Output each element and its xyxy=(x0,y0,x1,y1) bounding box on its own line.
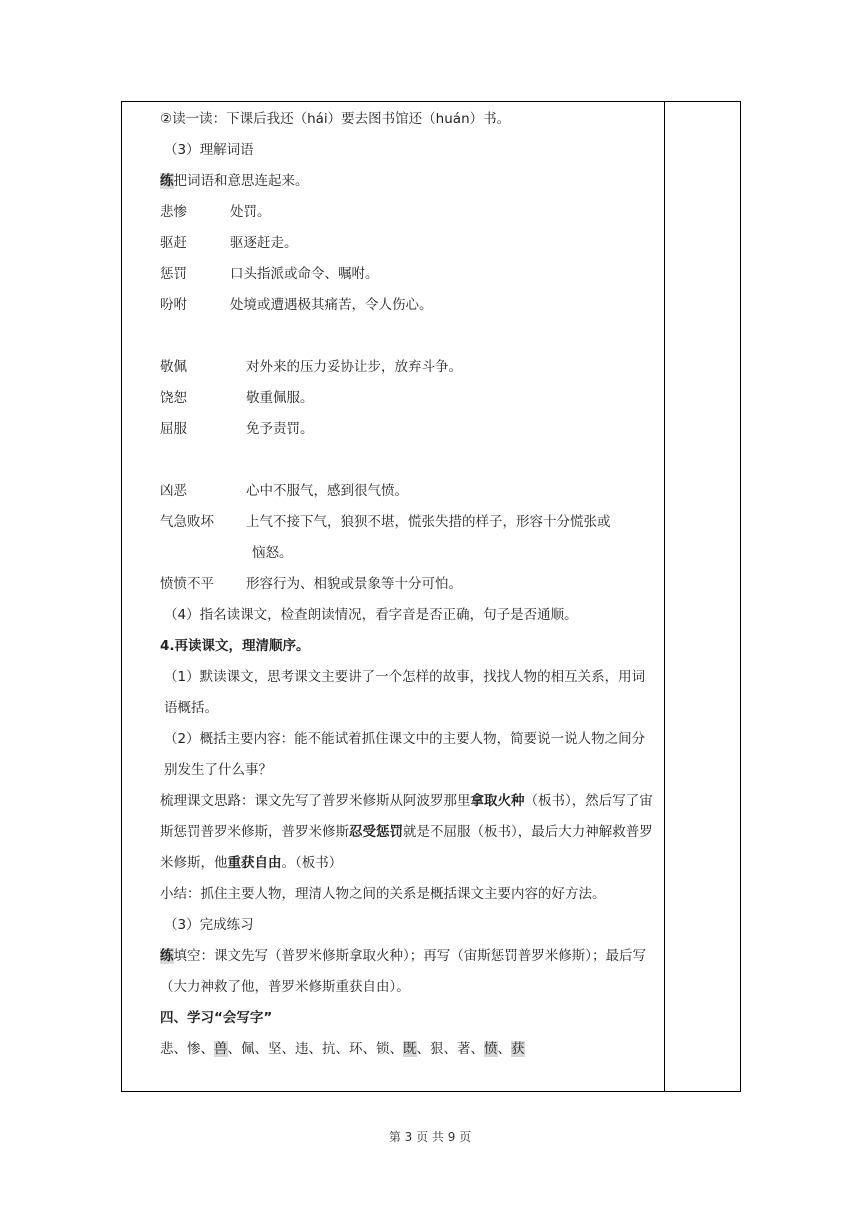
practice-line-1 xyxy=(160,166,658,197)
paragraph-5: （3）完成练习 xyxy=(164,917,254,933)
char-separator: 、 xyxy=(389,1041,403,1057)
writing-char: 抗 xyxy=(322,1041,336,1057)
word-row xyxy=(160,290,658,321)
writing-char: 悲 xyxy=(160,1041,174,1057)
char-separator: 、 xyxy=(362,1041,376,1057)
paragraph-1: （1）默读课文，思考课文主要讲了一个怎样的故事，找找人物的相互关系，用词语概括。 xyxy=(164,669,646,716)
writing-char: 兽 xyxy=(214,1041,228,1057)
word-row xyxy=(160,507,658,538)
word-meaning: 驱逐赶走。 xyxy=(230,235,298,251)
word-term: 饶恕 xyxy=(160,390,187,406)
word-term: 凶恶 xyxy=(160,483,187,499)
word-row xyxy=(160,228,658,259)
word-row xyxy=(160,259,658,290)
p3-text-c: （板书），然后写了宙斯惩罚普罗米修斯，普罗米修斯 xyxy=(160,793,653,840)
word-term: 愤愤不平 xyxy=(160,576,214,592)
p3-text-e: 就是不屈服（板书），最后大力神解救普罗米修斯，他 xyxy=(160,824,653,871)
read-check: （4）指名读课文，检查朗读情况，看字音是否正确，句子是否通顺。 xyxy=(164,607,578,623)
char-separator: 、 xyxy=(227,1041,241,1057)
char-separator: 、 xyxy=(497,1041,511,1057)
p3-text-a: 梳理课文思路：课文先写了普罗米修斯从阿波罗那里 xyxy=(160,793,471,809)
table-column-divider xyxy=(664,101,665,1092)
char-separator: 、 xyxy=(416,1041,430,1057)
word-meaning: 敬重佩服。 xyxy=(246,390,314,406)
understand-heading: （3）理解词语 xyxy=(164,142,254,158)
practice-line-2 xyxy=(160,941,658,1003)
word-term: 吩咐 xyxy=(160,297,187,313)
word-meaning: 对外来的压力妥协让步，放弃斗争。 xyxy=(246,359,462,375)
p3-bold-f: 重获自由 xyxy=(227,855,282,871)
writing-char: 违 xyxy=(295,1041,309,1057)
word-row-continued xyxy=(160,538,658,569)
char-separator: 、 xyxy=(254,1041,268,1057)
section-four-title: 四、学习“会写字” xyxy=(160,1010,273,1026)
word-row xyxy=(160,352,658,383)
char-separator: 、 xyxy=(308,1041,322,1057)
writing-char: 佩 xyxy=(241,1041,255,1057)
writing-char: 坚 xyxy=(268,1041,282,1057)
word-meaning: 心中不服气，感到很气愤。 xyxy=(246,483,408,499)
word-meaning: 口头指派或命令、嘱咐。 xyxy=(230,266,379,282)
p3-bold-b: 拿取火种 xyxy=(470,793,525,809)
writing-char: 锁 xyxy=(376,1041,390,1057)
word-term: 驱赶 xyxy=(160,235,187,251)
word-term: 气急败坏 xyxy=(160,514,214,530)
char-separator: 、 xyxy=(281,1041,295,1057)
practice-text: 填空：课文先写（普罗米修斯拿取火种）；再写（宙斯惩罚普罗米修斯）；最后写（大力神救了他，普罗米修斯重获自由）。 xyxy=(160,948,646,995)
word-meaning: 处罚。 xyxy=(230,204,271,220)
section-4-title: 4.再读课文，理清顺序。 xyxy=(160,638,310,654)
writing-char: 环 xyxy=(349,1041,363,1057)
paragraph-3 xyxy=(160,786,658,879)
char-separator: 、 xyxy=(200,1041,214,1057)
practice-badge: 练 xyxy=(160,173,174,189)
p3-text-g: 。（板书） xyxy=(281,855,343,871)
writing-char: 获 xyxy=(511,1041,525,1057)
char-separator: 、 xyxy=(335,1041,349,1057)
word-row xyxy=(160,476,658,507)
page-number: 第 3 页 共 9 页 xyxy=(388,1130,472,1144)
word-meaning: 处境或遭遇极其痛苦，令人伤心。 xyxy=(230,297,433,313)
word-meaning: 恼怒。 xyxy=(252,545,293,561)
word-row xyxy=(160,197,658,228)
writing-char: 惨 xyxy=(187,1041,201,1057)
word-row xyxy=(160,414,658,445)
word-row xyxy=(160,569,658,600)
lesson-content xyxy=(160,104,658,1065)
practice-badge: 练 xyxy=(160,948,174,964)
writing-char: 著 xyxy=(457,1041,471,1057)
char-separator: 、 xyxy=(470,1041,484,1057)
writing-char: 愤 xyxy=(484,1041,498,1057)
writing-char: 既 xyxy=(403,1041,417,1057)
writing-characters xyxy=(160,1034,658,1065)
word-meaning: 免予责罚。 xyxy=(246,421,314,437)
read-line: ②读一读：下课后我还（hái）要去图书馆还（huán）书。 xyxy=(160,111,511,127)
paragraph-2: （2）概括主要内容：能不能试着抓住课文中的主要人物，简要说一说人物之间分别发生了什么事？ xyxy=(164,731,646,778)
writing-char: 狠 xyxy=(430,1041,444,1057)
word-term: 悲惨 xyxy=(160,204,187,220)
p3-bold-d: 忍受惩罚 xyxy=(349,824,403,840)
practice-text: 把词语和意思连起来。 xyxy=(173,173,309,189)
word-row xyxy=(160,383,658,414)
word-term: 敬佩 xyxy=(160,359,187,375)
char-separator: 、 xyxy=(173,1041,187,1057)
word-term: 屈服 xyxy=(160,421,187,437)
word-term: 惩罚 xyxy=(160,266,187,282)
word-meaning: 形容行为、相貌或景象等十分可怕。 xyxy=(246,576,462,592)
char-separator: 、 xyxy=(443,1041,457,1057)
word-meaning: 上气不接下气，狼狈不堪，慌张失措的样子，形容十分慌张或 xyxy=(246,514,611,530)
paragraph-4: 小结：抓住主要人物，理清人物之间的关系是概括课文主要内容的好方法。 xyxy=(160,886,606,902)
